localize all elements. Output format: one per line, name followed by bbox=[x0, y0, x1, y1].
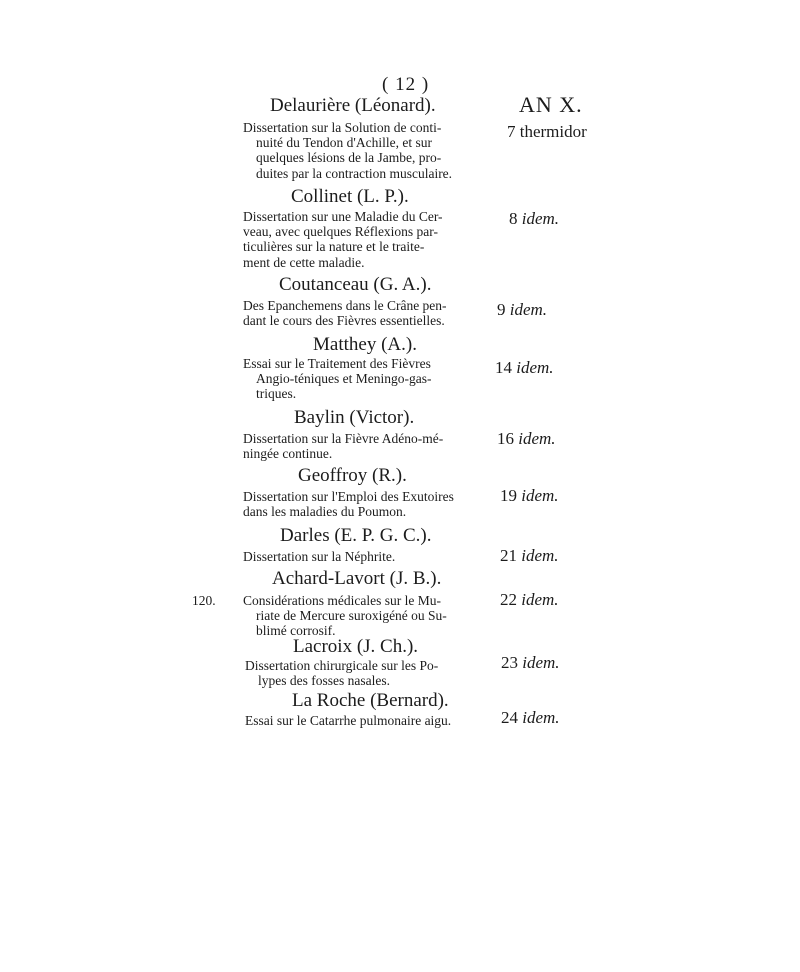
margin-number: 120. bbox=[192, 593, 216, 608]
date-month: thermidor bbox=[519, 122, 587, 141]
date-day: 19 bbox=[500, 486, 517, 505]
date-day: 9 bbox=[497, 300, 506, 319]
title-line: Dissertation sur la Néphrite. bbox=[243, 549, 396, 564]
defense-date bbox=[497, 429, 556, 449]
title-line: ningée continue. bbox=[243, 446, 333, 462]
author-heading: Baylin (Victor). bbox=[294, 407, 415, 428]
title-line: Essai sur le Catarrhe pulmonaire aigu. bbox=[245, 713, 452, 728]
date-day: 24 bbox=[501, 708, 518, 727]
title-line: Dissertation sur l'Emploi des Exutoires bbox=[243, 489, 454, 504]
author-heading: Collinet (L. P.). bbox=[291, 186, 409, 207]
defense-date bbox=[495, 358, 554, 378]
date-day: 23 bbox=[501, 653, 518, 672]
author-heading: Geoffroy (R.). bbox=[298, 465, 407, 486]
author-heading: Darles (E. P. G. C.). bbox=[280, 525, 432, 546]
date-idem: idem. bbox=[518, 429, 556, 448]
title-line: veau, avec quelques Réflexions par- bbox=[243, 224, 439, 240]
author-heading: Delaurière (Léonard). bbox=[270, 95, 436, 116]
title-line: ment de cette maladie. bbox=[243, 254, 365, 270]
defense-date bbox=[501, 653, 560, 673]
title-line: Essai sur le Traitement des Fièvres bbox=[243, 356, 431, 371]
defense-date bbox=[500, 486, 559, 506]
thesis-title bbox=[243, 298, 447, 328]
year-heading: AN X. bbox=[519, 92, 583, 117]
defense-date bbox=[500, 546, 559, 566]
page-number: ( 12 ) bbox=[382, 74, 430, 95]
thesis-title bbox=[243, 120, 452, 181]
title-line: ticulières sur la nature et le traite- bbox=[243, 239, 425, 255]
defense-date bbox=[500, 590, 559, 610]
thesis-title bbox=[245, 658, 438, 688]
title-line: riate de Mercure suroxigéné ou Su- bbox=[256, 608, 447, 624]
title-line: Dissertation sur la Fièvre Adéno-mé- bbox=[243, 431, 444, 446]
date-day: 16 bbox=[497, 429, 514, 448]
date-day: 8 bbox=[509, 209, 518, 228]
date-idem: idem. bbox=[521, 546, 559, 565]
defense-date bbox=[509, 209, 559, 229]
defense-date bbox=[507, 122, 587, 142]
title-line: Dissertation sur la Solution de conti- bbox=[243, 120, 442, 135]
title-line: lypes des fosses nasales. bbox=[258, 673, 390, 689]
thesis-title bbox=[243, 356, 431, 402]
title-line: dans les maladies du Poumon. bbox=[243, 504, 407, 520]
thesis-title bbox=[243, 593, 447, 639]
thesis-title bbox=[243, 549, 395, 564]
defense-date bbox=[501, 708, 560, 728]
title-line: dant le cours des Fièvres essentielles. bbox=[243, 313, 445, 329]
date-day: 7 bbox=[507, 122, 516, 141]
author-heading: Achard-Lavort (J. B.). bbox=[272, 568, 442, 589]
title-line: blimé corrosif. bbox=[256, 623, 336, 639]
title-line: Angio-téniques et Meningo-gas- bbox=[256, 371, 432, 387]
defense-date bbox=[497, 300, 547, 320]
date-day: 22 bbox=[500, 590, 517, 609]
date-day: 21 bbox=[500, 546, 517, 565]
date-idem: idem. bbox=[522, 708, 560, 727]
date-idem: idem. bbox=[509, 300, 548, 319]
title-line: Des Epanchemens dans le Crâne pen- bbox=[243, 298, 447, 313]
author-heading: Matthey (A.). bbox=[313, 334, 417, 355]
date-idem: idem. bbox=[522, 653, 560, 672]
author-heading: La Roche (Bernard). bbox=[292, 690, 449, 711]
thesis-title bbox=[245, 713, 451, 728]
thesis-title bbox=[243, 209, 443, 270]
title-line: nuité du Tendon d'Achille, et sur bbox=[256, 135, 432, 151]
title-line: quelques lésions de la Jambe, pro- bbox=[256, 150, 442, 166]
title-line: Dissertation chirurgicale sur les Po- bbox=[245, 658, 439, 673]
date-idem: idem. bbox=[521, 209, 560, 228]
author-heading: Lacroix (J. Ch.). bbox=[293, 636, 419, 657]
thesis-title bbox=[243, 431, 443, 461]
title-line: Dissertation sur une Maladie du Cer- bbox=[243, 209, 443, 224]
title-line: duites par la contraction musculaire. bbox=[256, 165, 453, 181]
date-day: 14 bbox=[495, 358, 512, 377]
title-line: Considérations médicales sur le Mu- bbox=[243, 593, 441, 608]
date-idem: idem. bbox=[516, 358, 554, 377]
thesis-title bbox=[243, 489, 454, 519]
date-idem: idem. bbox=[521, 486, 559, 505]
title-line: triques. bbox=[256, 386, 297, 402]
date-idem: idem. bbox=[521, 590, 559, 609]
author-heading: Coutanceau (G. A.). bbox=[279, 274, 432, 295]
